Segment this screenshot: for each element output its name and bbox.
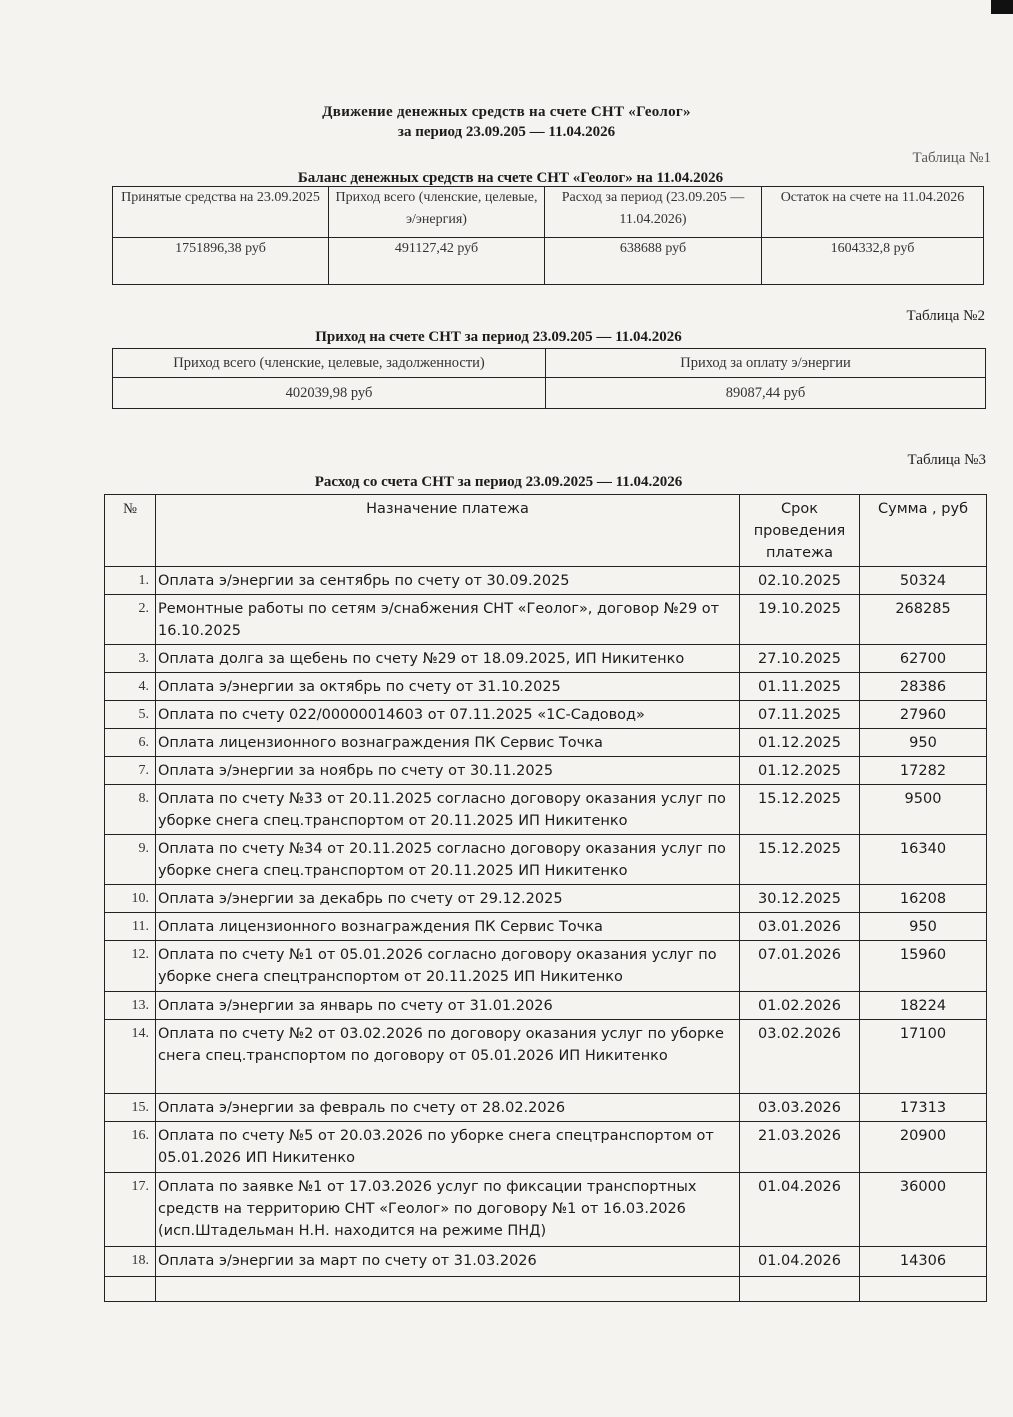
table-row <box>105 645 987 673</box>
table-row <box>105 1247 987 1277</box>
row-num: 17. <box>105 1173 156 1247</box>
table-row <box>105 595 987 645</box>
expense-header-sum: Сумма , руб <box>860 495 987 567</box>
row-date: 27.10.2025 <box>740 645 860 673</box>
row-date: 01.04.2026 <box>740 1247 860 1277</box>
row-num: 8. <box>105 785 156 835</box>
row-desc: Оплата э/энергии за ноябрь по счету от 30.11.2025 <box>156 757 740 785</box>
balance-value-opening: 1751896,38 руб <box>113 238 329 285</box>
row-date: 01.02.2026 <box>740 992 860 1020</box>
table-row <box>105 757 987 785</box>
row-num: 16. <box>105 1122 156 1173</box>
table2-label: Таблица №2 <box>906 308 985 324</box>
empty-cell <box>156 1277 740 1302</box>
row-date: 07.01.2026 <box>740 941 860 992</box>
row-sum: 18224 <box>860 992 987 1020</box>
row-num: 11. <box>105 913 156 941</box>
row-num: 2. <box>105 595 156 645</box>
row-sum: 27960 <box>860 701 987 729</box>
row-num: 12. <box>105 941 156 992</box>
row-num: 6. <box>105 729 156 757</box>
row-sum: 16208 <box>860 885 987 913</box>
empty-cell <box>740 1277 860 1302</box>
row-num: 13. <box>105 992 156 1020</box>
row-num: 3. <box>105 645 156 673</box>
empty-cell <box>860 1277 987 1302</box>
income-table <box>112 348 986 409</box>
row-num: 1. <box>105 567 156 595</box>
balance-header-income: Приход всего (членские, целевые, э/энергия) <box>329 187 545 238</box>
row-num: 4. <box>105 673 156 701</box>
balance-value-income: 491127,42 руб <box>329 238 545 285</box>
row-date: 30.12.2025 <box>740 885 860 913</box>
table-row <box>105 673 987 701</box>
table-row <box>105 567 987 595</box>
income-header-energy: Приход за оплату э/энергии <box>546 349 986 378</box>
row-num: 18. <box>105 1247 156 1277</box>
row-desc: Оплата лицензионного вознаграждения ПК Сервис Точка <box>156 913 740 941</box>
table3-caption: Расход со счета СНТ за период 23.09.2025 — 11.04.2026 <box>314 474 683 490</box>
table-row <box>105 913 987 941</box>
expense-table <box>104 494 987 1302</box>
table-row <box>105 729 987 757</box>
table-row <box>105 992 987 1020</box>
document-title: Движение денежных средств на счете СНТ «Геолог» <box>322 104 691 120</box>
row-desc: Оплата по заявке №1 от 17.03.2026 услуг по фиксации транспортных средств на территорию СНТ «Геолог» по договору №1 от 16.03.2026 (исп.Штадельман Н.Н. находится на режиме ПНД) <box>156 1173 740 1247</box>
row-desc: Оплата э/энергии за февраль по счету от 28.02.2026 <box>156 1094 740 1122</box>
row-date: 03.03.2026 <box>740 1094 860 1122</box>
row-sum: 36000 <box>860 1173 987 1247</box>
row-date: 21.03.2026 <box>740 1122 860 1173</box>
row-sum: 950 <box>860 729 987 757</box>
row-date: 01.04.2026 <box>740 1173 860 1247</box>
income-value-energy: 89087,44 руб <box>546 378 986 409</box>
table-row <box>105 701 987 729</box>
table-row <box>105 835 987 885</box>
income-header-total: Приход всего (членские, целевые, задолженности) <box>113 349 546 378</box>
row-desc: Оплата долга за щебень по счету №29 от 18.09.2025, ИП Никитенко <box>156 645 740 673</box>
balance-header-closing: Остаток на счете на 11.04.2026 <box>762 187 984 238</box>
row-sum: 17100 <box>860 1020 987 1094</box>
row-sum: 950 <box>860 913 987 941</box>
row-sum: 17282 <box>860 757 987 785</box>
document-period: за период 23.09.205 — 11.04.2026 <box>397 124 616 140</box>
table-row <box>105 1094 987 1122</box>
table-row <box>105 785 987 835</box>
row-num: 10. <box>105 885 156 913</box>
row-date: 01.11.2025 <box>740 673 860 701</box>
row-desc: Ремонтные работы по сетям э/снабжения СНТ «Геолог», договор №29 от 16.10.2025 <box>156 595 740 645</box>
row-num: 5. <box>105 701 156 729</box>
row-num: 14. <box>105 1020 156 1094</box>
row-desc: Оплата по счету №33 от 20.11.2025 согласно договору оказания услуг по уборке снега спец.транспортом от 20.11.2025 ИП Никитенко <box>156 785 740 835</box>
row-date: 01.12.2025 <box>740 729 860 757</box>
row-desc: Оплата по счету №2 от 03.02.2026 по договору оказания услуг по уборке снега спец.транспортом по договору от 05.01.2026 ИП Никитенко <box>156 1020 740 1094</box>
row-desc: Оплата э/энергии за сентябрь по счету от 30.09.2025 <box>156 567 740 595</box>
expense-header-desc: Назначение платежа <box>156 495 740 567</box>
row-sum: 50324 <box>860 567 987 595</box>
row-sum: 16340 <box>860 835 987 885</box>
empty-cell <box>105 1277 156 1302</box>
row-desc: Оплата э/энергии за декабрь по счету от 29.12.2025 <box>156 885 740 913</box>
table-row <box>105 1122 987 1173</box>
balance-header-opening: Принятые средства на 23.09.2025 <box>113 187 329 238</box>
row-date: 19.10.2025 <box>740 595 860 645</box>
row-date: 01.12.2025 <box>740 757 860 785</box>
balance-value-expense: 638688 руб <box>545 238 762 285</box>
row-num: 9. <box>105 835 156 885</box>
table2-caption: Приход на счете СНТ за период 23.09.205 — 11.04.2026 <box>315 329 682 345</box>
row-sum: 15960 <box>860 941 987 992</box>
row-date: 03.02.2026 <box>740 1020 860 1094</box>
row-desc: Оплата по счету №1 от 05.01.2026 согласно договору оказания услуг по уборке снега спецтранспортом от 20.11.2025 ИП Никитенко <box>156 941 740 992</box>
row-date: 07.11.2025 <box>740 701 860 729</box>
row-num: 7. <box>105 757 156 785</box>
row-num: 15. <box>105 1094 156 1122</box>
row-sum: 62700 <box>860 645 987 673</box>
row-desc: Оплата по счету №5 от 20.03.2026 по уборке снега спецтранспортом от 05.01.2026 ИП Никитенко <box>156 1122 740 1173</box>
row-date: 02.10.2025 <box>740 567 860 595</box>
row-desc: Оплата по счету №34 от 20.11.2025 согласно договору оказания услуг по уборке снега спец.транспортом от 20.11.2025 ИП Никитенко <box>156 835 740 885</box>
row-sum: 20900 <box>860 1122 987 1173</box>
row-desc: Оплата э/энергии за октябрь по счету от 31.10.2025 <box>156 673 740 701</box>
table-row <box>105 941 987 992</box>
row-desc: Оплата лицензионного вознаграждения ПК Сервис Точка <box>156 729 740 757</box>
balance-value-closing: 1604332,8 руб <box>762 238 984 285</box>
table3-label: Таблица №3 <box>907 452 986 468</box>
income-value-total: 402039,98 руб <box>113 378 546 409</box>
table-row <box>105 885 987 913</box>
table-row <box>105 1173 987 1247</box>
row-sum: 17313 <box>860 1094 987 1122</box>
row-sum: 9500 <box>860 785 987 835</box>
row-date: 03.01.2026 <box>740 913 860 941</box>
row-sum: 14306 <box>860 1247 987 1277</box>
table1-label: Таблица №1 <box>912 150 991 166</box>
row-desc: Оплата по счету 022/00000014603 от 07.11.2025 «1С-Садовод» <box>156 701 740 729</box>
row-desc: Оплата э/энергии за январь по счету от 31.01.2026 <box>156 992 740 1020</box>
balance-table <box>112 186 984 285</box>
empty-row <box>105 1277 987 1302</box>
scan-corner-shadow <box>991 0 1013 14</box>
row-sum: 268285 <box>860 595 987 645</box>
row-date: 15.12.2025 <box>740 835 860 885</box>
table-row <box>105 1020 987 1094</box>
balance-header-expense: Расход за период (23.09.205 — 11.04.2026) <box>545 187 762 238</box>
row-sum: 28386 <box>860 673 987 701</box>
row-date: 15.12.2025 <box>740 785 860 835</box>
expense-header-num: № <box>105 495 156 567</box>
expense-header-date: Срок проведения платежа <box>740 495 860 567</box>
row-desc: Оплата э/энергии за март по счету от 31.03.2026 <box>156 1247 740 1277</box>
table1-caption: Баланс денежных средств на счете СНТ «Геолог» на 11.04.2026 <box>297 170 724 186</box>
